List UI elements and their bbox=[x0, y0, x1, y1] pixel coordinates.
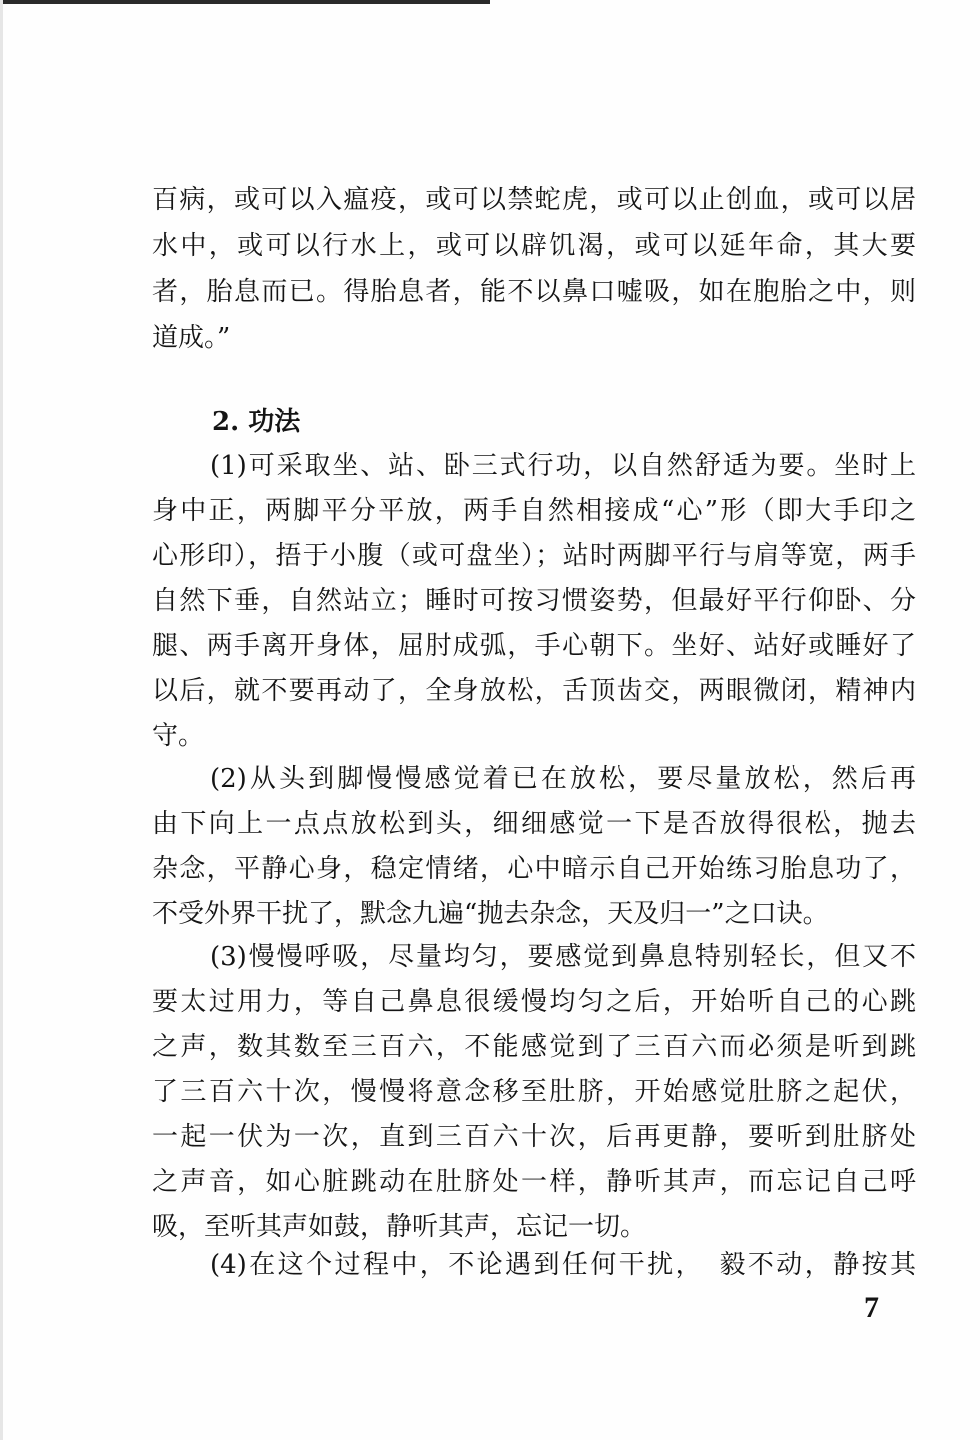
text-line: 不受外界干扰了，默念九遍“抛去杂念，天及归一”之口诀。 bbox=[152, 899, 829, 929]
text-line: (1)可采取坐、站、卧三式行功，以自然舒适为要。坐时上 bbox=[210, 451, 916, 481]
text-line: 道成。” bbox=[152, 323, 231, 353]
paragraph-3 bbox=[152, 935, 916, 1250]
text-line: 百病，或可以入瘟疫，或可以禁蛇虎，或可以止创血，或可以居 bbox=[152, 185, 916, 215]
page-number: 7 bbox=[864, 1291, 879, 1324]
text-line: 杂念，平静心身，稳定情绪，心中暗示自己开始练习胎息功了， bbox=[152, 854, 916, 884]
text-line: (2)从头到脚慢慢感觉着已在放松，要尽量放松，然后再 bbox=[210, 764, 916, 794]
text-line: 之声，数其数至三百六，不能感觉到了三百六而必须是听到跳 bbox=[152, 1032, 916, 1062]
continuation-paragraph bbox=[152, 177, 916, 361]
paragraph-4 bbox=[152, 1243, 916, 1288]
text-line: 以后，就不要再动了，全身放松，舌顶齿交，两眼微闭，精神内 bbox=[152, 676, 916, 706]
scan-top-rule bbox=[0, 0, 490, 4]
text-line: (3)慢慢呼吸，尽量均匀，要感觉到鼻息特别轻长，但又不 bbox=[210, 942, 916, 972]
text-line: 之声音，如心脏跳动在肚脐处一样，静听其声，而忘记自己呼 bbox=[152, 1167, 916, 1197]
text-line: 由下向上一点点放松到头，细细感觉一下是否放得很松，抛去 bbox=[152, 809, 916, 839]
text-line: 心形印），捂于小腹（或可盘坐）；站时两脚平行与肩等宽，两手 bbox=[152, 541, 916, 571]
text-line: 水中，或可以行水上，或可以辟饥渴，或可以延年命，其大要 bbox=[152, 231, 916, 261]
text-line: 者，胎息而已。得胎息者，能不以鼻口嘘吸，如在胞胎之中，则 bbox=[152, 277, 916, 307]
scan-left-edge bbox=[0, 0, 3, 1440]
text-line: 一起一伏为一次，直到三百六十次，后再更静，要听到肚脐处 bbox=[152, 1122, 916, 1152]
text-line: 自然下垂，自然站立；睡时可按习惯姿势，但最好平行仰卧、分 bbox=[152, 586, 916, 616]
text-line: 要太过用力，等自己鼻息很缓慢均匀之后，开始听自己的心跳 bbox=[152, 987, 916, 1017]
text-line: 了三百六十次，慢慢将意念移至肚脐，开始感觉肚脐之起伏， bbox=[152, 1077, 916, 1107]
paragraph-1 bbox=[152, 444, 916, 759]
text-line: 腿、两手离开身体，屈肘成弧，手心朝下。坐好、站好或睡好了 bbox=[152, 631, 916, 661]
section-heading: 2. 功法 bbox=[212, 407, 301, 437]
text-line: 身中正，两脚平分平放，两手自然相接成“心”形（即大手印之 bbox=[152, 496, 916, 526]
text-line: 吸，至听其声如鼓，静听其声，忘记一切。 bbox=[152, 1212, 647, 1242]
text-line: 守。 bbox=[152, 721, 205, 751]
text-line: (4)在这个过程中，不论遇到任何干扰， 毅不动，静按其 bbox=[210, 1250, 916, 1280]
paragraph-2 bbox=[152, 757, 916, 937]
